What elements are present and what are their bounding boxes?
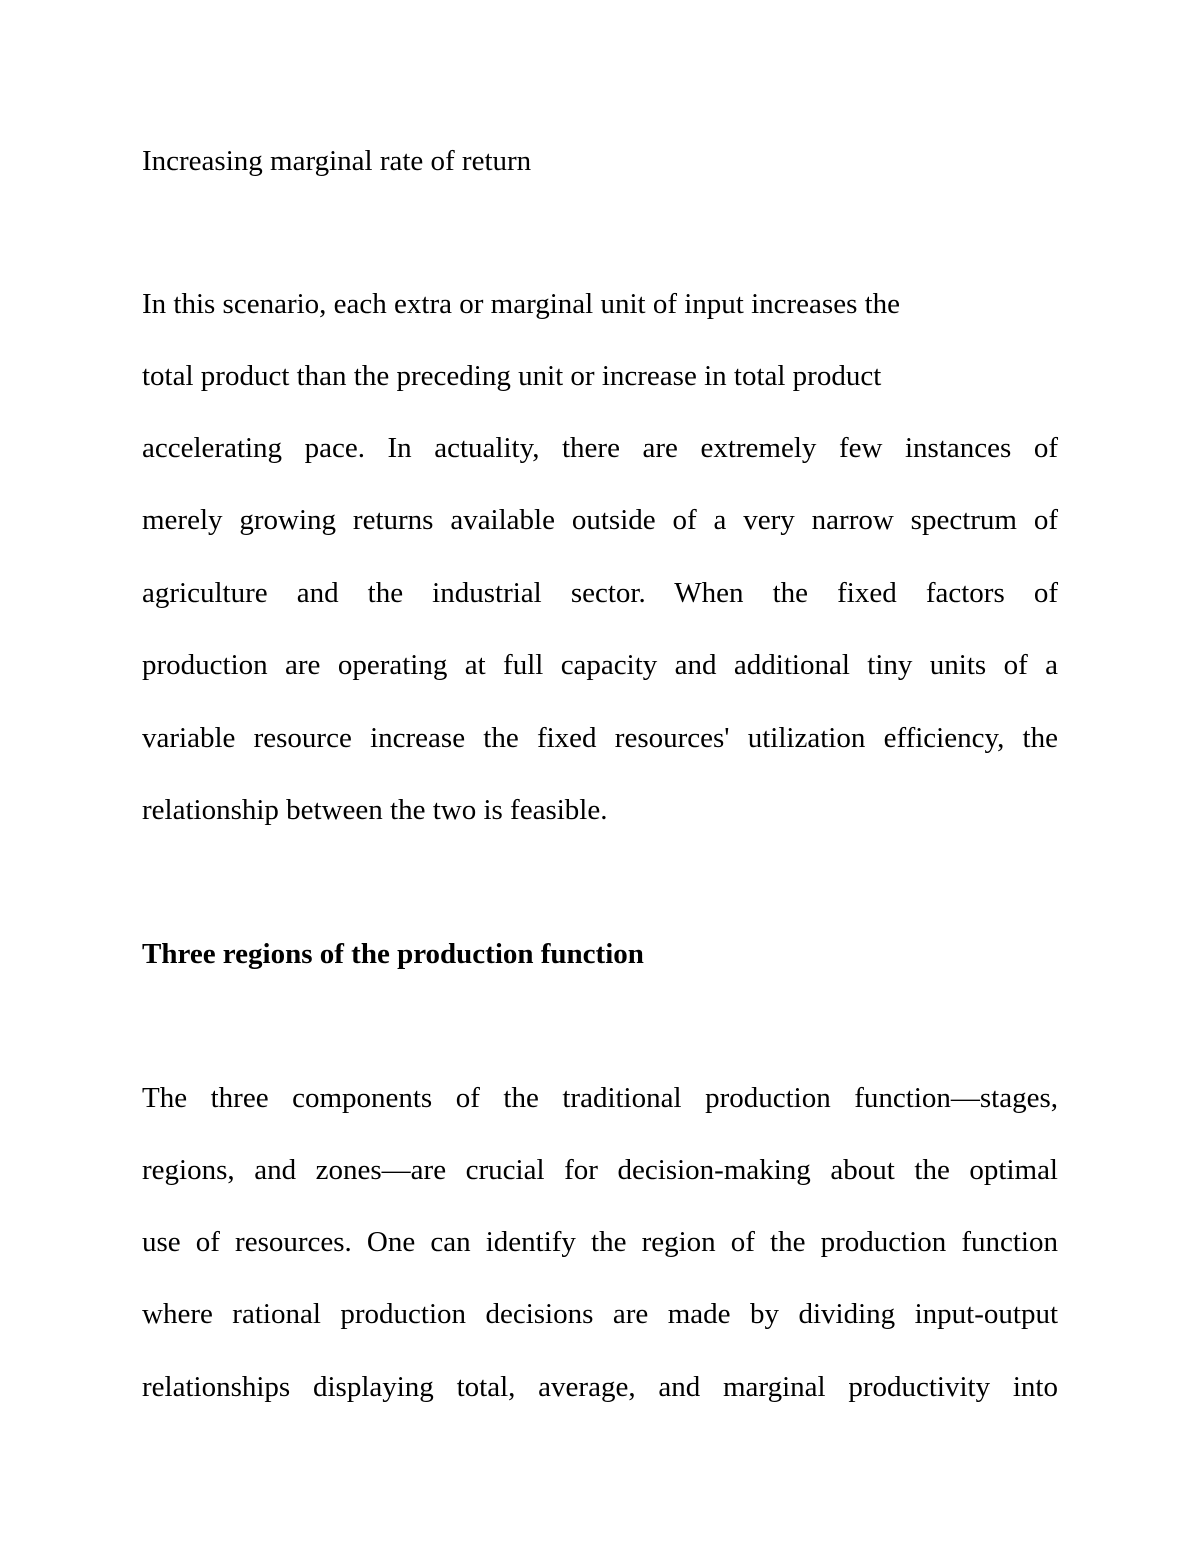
paragraph-line: total product than the preceding unit or increase in total product [142, 360, 882, 392]
paragraph-line: use of resources. One can identify the region of the production function [142, 1226, 1058, 1258]
section-heading-three-regions: Three regions of the production function [142, 938, 644, 970]
paragraph-line: where rational production decisions are made by dividing input-output [142, 1298, 1058, 1330]
paragraph-line: The three components of the traditional production function—stages, [142, 1082, 1058, 1114]
paragraph-line: relationship between the two is feasible. [142, 794, 608, 826]
paragraph-line: accelerating pace. In actuality, there are extremely few instances of [142, 432, 1058, 464]
paragraph-line: In this scenario, each extra or marginal unit of input increases the [142, 288, 901, 320]
paragraph-line: agriculture and the industrial sector. When the fixed factors of [142, 577, 1058, 609]
paragraph-line: relationships displaying total, average, and marginal productivity into [142, 1371, 1058, 1403]
paragraph-line: merely growing returns available outside of a very narrow spectrum of [142, 504, 1058, 536]
paragraph-line: variable resource increase the fixed resources' utilization efficiency, the [142, 722, 1058, 754]
paragraph-line: regions, and zones—are crucial for decision-making about the optimal [142, 1154, 1058, 1186]
paragraph-line: production are operating at full capacity and additional tiny units of a [142, 649, 1058, 681]
section-heading-increasing-returns: Increasing marginal rate of return [142, 145, 532, 177]
